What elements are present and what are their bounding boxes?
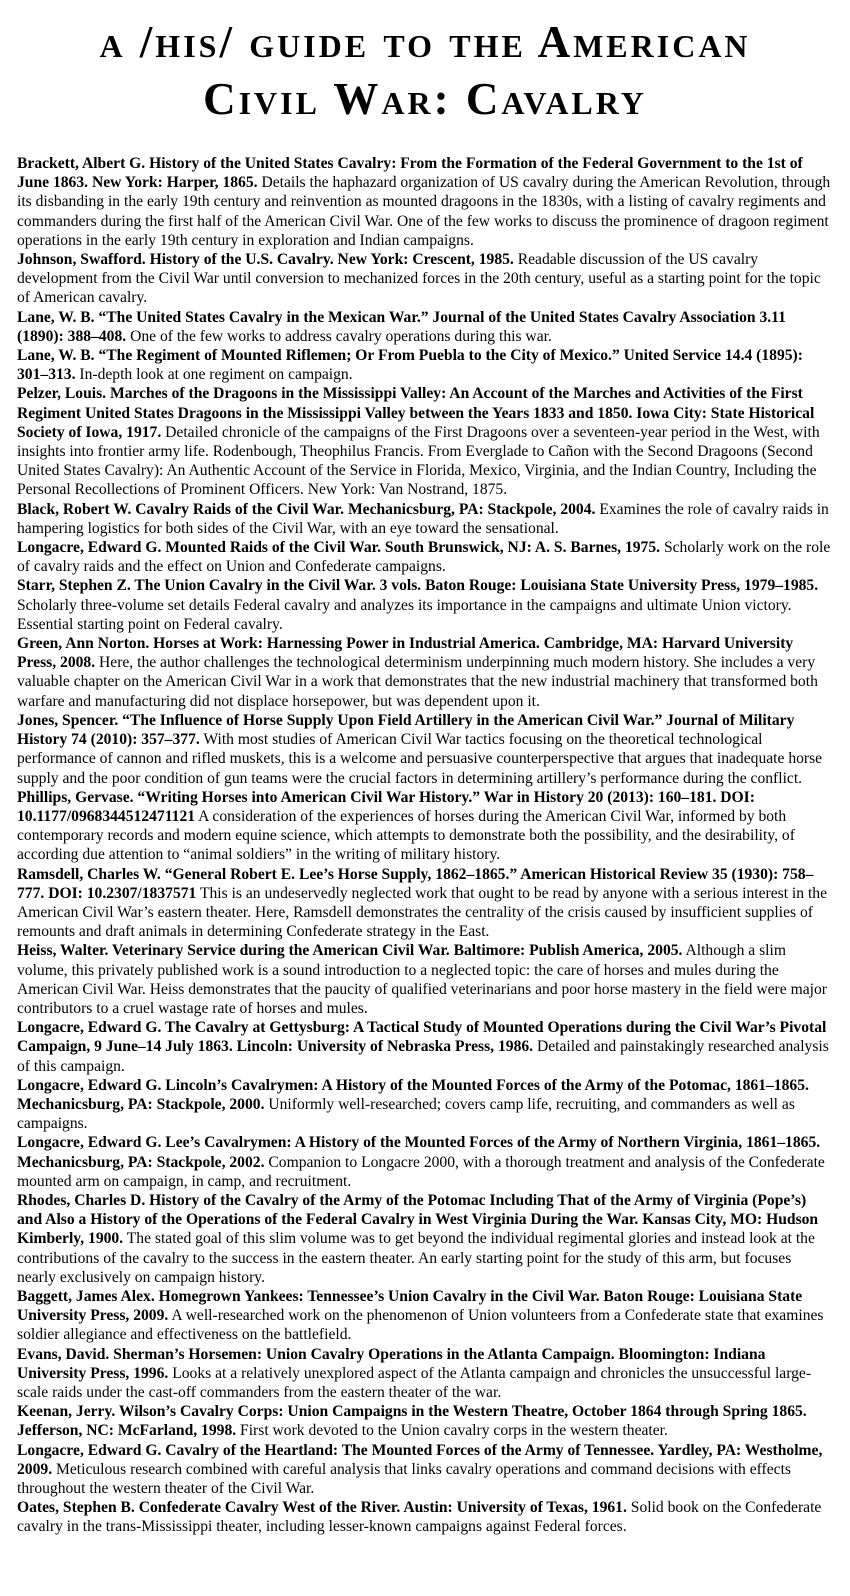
entry-citation: Longacre, Edward G. Mounted Raids of the Civil War. South Brunswick, NJ: A. S. Barnes, 1975.	[17, 539, 661, 557]
entry-annotation: Scholarly work on the role of cavalry raids and the effect on Union and Confederate campaigns.	[17, 539, 831, 576]
page-title	[0, 14, 850, 128]
entry-citation: Lane, W. B. “The United States Cavalry in the Mexican War.” Journal of the United States Cavalry Association 3.11 (1890): 388–408.	[17, 308, 786, 345]
bibliography	[0, 154, 850, 1557]
entry-citation: Jones, Spencer. “The Influence of Horse Supply Upon Field Artillery in the American Civil War.” Journal of Military History 74 (2010): 357–377.	[17, 711, 795, 749]
bibliography-entry	[17, 538, 833, 576]
bibliography-entry	[17, 1441, 833, 1499]
entry-annotation: With most studies of American Civil War tactics focusing on the theoretical technological performance of cannon and rifled muskets, this is a welcome and persuasive counterperspective that argues that inadequate horse supply and the poor condition of gun teams were the crucial factors in determining artillery’s performance during the conflict.	[17, 731, 823, 787]
entry-citation: Lane, W. B. “The Regiment of Mounted Riflemen; Or From Puebla to the City of Mexico.” United Service 14.4 (1895): 301–313.	[17, 347, 803, 384]
document-header	[0, 14, 850, 128]
page-title-line-2: Civil War: Cavalry	[203, 74, 647, 124]
bibliography-entry	[17, 154, 833, 250]
entry-annotation: Meticulous research combined with careful analysis that links cavalry operations and command decisions with effects throughout the western theater of the Civil War.	[17, 1460, 791, 1498]
entry-annotation: Although a slim volume, this privately published work is a sound introduction to a neglected topic: the care of horses and mules during the American Civil War. Heiss demonstrates that the paucity of qualified veterinarians and poor horse mastery in the field were major contributors to a cruel wastage rate of horses and mules.	[17, 942, 827, 1017]
entry-citation: Rhodes, Charles D. History of the Cavalry of the Army of the Potomac Including That of the Army of Virginia (Pope’s) and Also a History of the Operations of the Federal Cavalry in West Virginia During the War. Kansas City, MO: Hudson Kimberly, 1900.	[17, 1191, 819, 1248]
entry-annotation: Scholarly three-volume set details Federal cavalry and analyzes its importance in the campaigns and ultimate Union victory. Essential starting point on Federal cavalry.	[17, 596, 792, 633]
entry-annotation: Companion to Longacre 2000, with a thorough treatment and analysis of the Confederate mounted arm on campaign, in camp, and recruitment.	[17, 1153, 825, 1190]
entry-annotation: First work devoted to the Union cavalry corps in the western theater.	[240, 1422, 668, 1440]
bibliography-entry	[17, 384, 833, 499]
bibliography-entry	[17, 1345, 833, 1403]
entry-citation: Oates, Stephen B. Confederate Cavalry West of the River. Austin: University of Texas, 1961.	[17, 1499, 627, 1517]
entry-citation: Johnson, Swafford. History of the U.S. Cavalry. New York: Crescent, 1985.	[17, 251, 514, 269]
entry-citation: Longacre, Edward G. Lincoln’s Cavalrymen: A History of the Mounted Forces of the Army of the Potomac, 1861–1865. Mechanicsburg, PA: Stackpole, 2000.	[17, 1076, 809, 1113]
entry-citation: Green, Ann Norton. Horses at Work: Harnessing Power in Industrial America. Cambridge, MA: Harvard University Press, 2008.	[17, 635, 794, 672]
entry-annotation: Detailed chronicle of the campaigns of the First Dragoons over a seventeen-year period in the West, with insights into frontier army life. Rodenbough, Theophilus Francis. From Everglade to Cañon with the Second Dragoons (Second United States Cavalry): An Authentic Account of the Service in Florida, Mexico, Virginia, and the Indian Country, Including the Personal Recollections of Prominent Officers. New York: Van Nostrand, 1875.	[17, 423, 820, 499]
bibliography-entry	[17, 1133, 833, 1191]
bibliography-entry	[17, 1191, 833, 1287]
bibliography-entry	[17, 500, 833, 538]
entry-citation: Keenan, Jerry. Wilson’s Cavalry Corps: Union Campaigns in the Western Theatre, October 1864 through Spring 1865. Jefferson, NC: McFarland, 1998.	[17, 1403, 807, 1440]
entry-annotation: Detailed and painstakingly researched analysis of this campaign.	[17, 1038, 829, 1075]
entry-citation: Ramsdell, Charles W. “General Robert E. Lee’s Horse Supply, 1862–1865.” American Historical Review 35 (1930): 758–777. DOI: 10.2307/1837571	[17, 865, 814, 902]
entry-annotation: The stated goal of this slim volume was to get beyond the individual regimental glories and instead look at the contributions of the cavalry to the success in the eastern theater. An early starting point for the study of this arm, but focuses nearly exclusively on campaign history.	[17, 1230, 815, 1286]
bibliography-entry	[17, 250, 833, 308]
entry-citation: Baggett, James Alex. Homegrown Yankees: Tennessee’s Union Cavalry in the Civil War. Baton Rouge: Louisiana State University Press, 2009.	[17, 1287, 803, 1325]
entry-citation: Starr, Stephen Z. The Union Cavalry in the Civil War. 3 vols. Baton Rouge: Louisiana State University Press, 1979–1985.	[17, 577, 819, 595]
entry-citation: Phillips, Gervase. “Writing Horses into American Civil War History.” War in History 20 (2013): 160–181. DOI: 10.1177/0968344512471121	[17, 788, 755, 825]
bibliography-entry	[17, 711, 833, 788]
bibliography-entry	[17, 1402, 833, 1440]
bibliography-entry	[17, 865, 833, 942]
bibliography-entry	[17, 1287, 833, 1345]
entry-annotation: Solid book on the Confederate cavalry in the trans-Mississippi theater, including lesser-known campaigns against Federal forces.	[17, 1499, 822, 1536]
entry-citation: Black, Robert W. Cavalry Raids of the Civil War. Mechanicsburg, PA: Stackpole, 2004.	[17, 500, 596, 518]
page-title-line-1: a /his/ guide to the American	[99, 17, 751, 67]
bibliography-entry	[17, 788, 833, 865]
entry-citation: Pelzer, Louis. Marches of the Dragoons in the Mississippi Valley: An Account of the Marches and Activities of the First Regiment United States Dragoons in the Mississippi Valley between the Years 1833 and 1850. Iowa City: State Historical Society of Iowa, 1917.	[17, 385, 815, 441]
entry-annotation: In-depth look at one regiment on campaign.	[79, 366, 353, 384]
entry-annotation: A consideration of the experiences of horses during the American Civil War, informed by both contemporary records and modern equine science, which attempts to demonstrate both the possibility, and the desirability, of according due attention to “animal soldiers” in the writing of military history.	[17, 807, 795, 864]
entry-citation: Longacre, Edward G. Cavalry of the Heartland: The Mounted Forces of the Army of Tennessee. Yardley, PA: Westholme, 2009.	[17, 1441, 823, 1478]
entry-citation: Heiss, Walter. Veterinary Service during the American Civil War. Baltimore: Publish America, 2005.	[17, 942, 683, 960]
entry-annotation: This is an undeservedly neglected work that ought to be read by anyone with a serious interest in the American Civil War’s eastern theater. Here, Ramsdell demonstrates the centrality of the crisis caused by insufficient supplies of remounts and draft animals in determining Confederate strategy in the East.	[17, 884, 828, 941]
entry-annotation: Examines the role of cavalry raids in hampering logistics for both sides of the Civil War, with an eye toward the sensational.	[17, 500, 829, 537]
entry-citation: Brackett, Albert G. History of the United States Cavalry: From the Formation of the Federal Government to the 1st of June 1863. New York: Harper, 1865.	[17, 155, 803, 192]
bibliography-entry	[17, 1498, 833, 1536]
entry-annotation: Looks at a relatively unexplored aspect of the Atlanta campaign and chronicles the unsuccessful large-scale raids under the cast-off commanders from the eastern theater of the war.	[17, 1364, 812, 1401]
bibliography-entry	[17, 941, 833, 1018]
entry-citation: Longacre, Edward G. The Cavalry at Gettysburg: A Tactical Study of Mounted Operations during the Civil War’s Pivotal Campaign, 9 June–14 July 1863. Lincoln: University of Nebraska Press, 1986.	[17, 1019, 827, 1056]
entry-annotation: Readable discussion of the US cavalry development from the Civil War until conversion to mechanized forces in the 20th century, useful as a starting point for the topic of American cavalry.	[17, 251, 821, 307]
bibliography-entry	[17, 1076, 833, 1134]
entry-annotation: Uniformly well-researched; covers camp life, recruiting, and commanders as well as campaigns.	[17, 1095, 795, 1133]
entry-annotation: Details the haphazard organization of US cavalry during the American Revolution, through its disbanding in the early 19th century and reinvention as mounted dragoons in the 1830s, with a listing of cavalry regiments and commanders during the first half of the American Civil War. One of the few works to discuss the prominence of dragoon regiment operations in the early 19th century in exploration and Indian campaigns.	[17, 174, 831, 249]
entry-annotation: Here, the author challenges the technological determinism underpinning much modern history. She includes a very valuable chapter on the American Civil War in a work that demonstrates that the new industrial machinery that transformed both warfare and manufacturing did not displace horsepower, but was dependent upon it.	[17, 654, 818, 710]
bibliography-entry	[17, 576, 833, 634]
entry-annotation: A well-researched work on the phenomenon of Union volunteers from a Confederate state that examines soldier allegiance and effectiveness on the battlefield.	[17, 1307, 824, 1344]
bibliography-entry	[17, 634, 833, 711]
entry-citation: Longacre, Edward G. Lee’s Cavalrymen: A History of the Mounted Forces of the Army of Northern Virginia, 1861–1865. Mechanicsburg, PA: Stackpole, 2002.	[17, 1134, 821, 1171]
bibliography-entry	[17, 308, 833, 346]
bibliography-entry	[17, 1018, 833, 1076]
entry-annotation: One of the few works to address cavalry operations during this war.	[130, 327, 552, 345]
entry-citation: Evans, David. Sherman’s Horsemen: Union Cavalry Operations in the Atlanta Campaign. Bloomington: Indiana University Press, 1996.	[17, 1345, 766, 1382]
bibliography-entry	[17, 346, 833, 384]
